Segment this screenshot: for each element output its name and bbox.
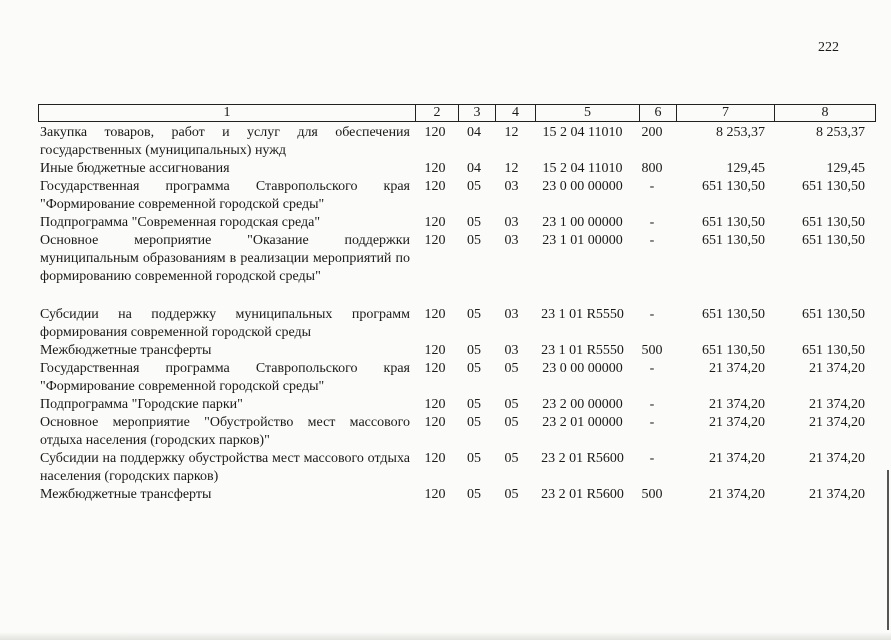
row-name: Иные бюджетные ассигнования — [40, 161, 230, 176]
column-header-8: 8 — [775, 105, 876, 122]
cell-col-2: 120 — [424, 397, 446, 412]
cell-col-8: 651 130,50 — [802, 307, 865, 322]
cell-col-4: 03 — [504, 179, 519, 194]
table-row — [38, 178, 867, 214]
cell-col-8: 21 374,20 — [809, 415, 865, 430]
cell-col-5: 23 1 01 R5550 — [541, 307, 624, 322]
cell-col-8: 8 253,37 — [816, 125, 865, 140]
table-row — [38, 160, 867, 178]
cell-col-7: 21 374,20 — [709, 451, 765, 466]
cell-col-5: 15 2 04 11010 — [542, 125, 623, 140]
cell-col-2: 120 — [424, 233, 446, 248]
cell-col-7: 651 130,50 — [702, 343, 765, 358]
cell-col-5: 23 0 00 00000 — [542, 179, 623, 194]
row-name: Межбюджетные трансферты — [40, 343, 212, 358]
cell-col-7: 21 374,20 — [709, 397, 765, 412]
cell-col-5: 23 1 01 R5550 — [541, 343, 624, 358]
row-name: Межбюджетные трансферты — [40, 487, 212, 502]
column-header-7: 7 — [677, 105, 775, 122]
cell-col-3: 05 — [467, 415, 481, 430]
cell-col-8: 651 130,50 — [802, 215, 865, 230]
cell-col-5: 23 1 01 00000 — [542, 233, 623, 248]
row-name: Основное мероприятие "Оказание поддержки муниципальным образованиям в реализации мероприятий по формированию современной городской среды" — [40, 233, 410, 284]
cell-col-5: 23 2 01 00000 — [542, 415, 623, 430]
table-row — [38, 360, 867, 396]
cell-col-8: 651 130,50 — [802, 179, 865, 194]
cell-col-6: - — [649, 307, 655, 322]
cell-col-6: 800 — [641, 161, 663, 176]
column-header-4: 4 — [496, 105, 536, 122]
cell-col-5: 23 2 01 R5600 — [541, 451, 624, 466]
cell-col-4: 05 — [504, 397, 519, 412]
cell-col-5: 23 1 00 00000 — [542, 215, 623, 230]
cell-col-8: 129,45 — [826, 161, 865, 176]
row-name: Подпрограмма "Городские парки" — [40, 397, 243, 412]
cell-col-4: 12 — [504, 125, 519, 140]
column-header-2: 2 — [416, 105, 459, 122]
cell-col-8: 21 374,20 — [809, 451, 865, 466]
cell-col-3: 04 — [467, 161, 481, 176]
cell-col-5: 15 2 04 11010 — [542, 161, 623, 176]
cell-col-2: 120 — [424, 161, 446, 176]
cell-col-8: 651 130,50 — [802, 233, 865, 248]
cell-col-8: 21 374,20 — [809, 487, 865, 502]
cell-col-2: 120 — [424, 487, 446, 502]
cell-col-3: 05 — [467, 233, 481, 248]
cell-col-2: 120 — [424, 125, 446, 140]
cell-col-3: 05 — [467, 397, 481, 412]
cell-col-6: - — [649, 233, 655, 248]
page-number: 222 — [818, 40, 839, 55]
cell-col-2: 120 — [424, 343, 446, 358]
column-header-6: 6 — [640, 105, 677, 122]
column-header-table — [38, 104, 876, 122]
cell-col-7: 8 253,37 — [716, 125, 765, 140]
row-name: Подпрограмма "Современная городская среда" — [40, 215, 321, 230]
cell-col-7: 651 130,50 — [702, 179, 765, 194]
cell-col-4: 12 — [504, 161, 519, 176]
cell-col-6: - — [649, 215, 655, 230]
cell-col-8: 21 374,20 — [809, 397, 865, 412]
row-name: Закупка товаров, работ и услуг для обеспечения государственных (муниципальных) нужд — [40, 125, 410, 158]
cell-col-6: - — [649, 361, 655, 376]
column-header-5: 5 — [536, 105, 640, 122]
cell-col-4: 05 — [504, 451, 519, 466]
column-header-row — [39, 105, 876, 122]
scan-edge-mark — [887, 470, 889, 630]
cell-col-3: 05 — [467, 451, 481, 466]
column-header-1: 1 — [39, 105, 416, 122]
cell-col-4: 03 — [504, 233, 519, 248]
cell-col-3: 04 — [467, 125, 481, 140]
cell-col-6: - — [649, 179, 655, 194]
table-row — [38, 342, 867, 360]
row-name: Субсидии на поддержку обустройства мест массового отдыха населения (городских парков) — [40, 451, 410, 484]
cell-col-5: 23 2 01 R5600 — [541, 487, 624, 502]
cell-col-3: 05 — [467, 361, 481, 376]
cell-col-7: 21 374,20 — [709, 415, 765, 430]
cell-col-7: 129,45 — [726, 161, 765, 176]
cell-col-3: 05 — [467, 179, 481, 194]
table-row — [38, 232, 867, 306]
budget-table-body — [38, 124, 867, 504]
cell-col-4: 03 — [504, 343, 519, 358]
row-name: Основное мероприятие "Обустройство мест массового отдыха населения (городских парков)" — [40, 415, 410, 448]
cell-col-4: 05 — [504, 415, 519, 430]
cell-col-3: 05 — [467, 307, 481, 322]
cell-col-3: 05 — [467, 215, 481, 230]
cell-col-4: 05 — [504, 361, 519, 376]
cell-col-6: - — [649, 415, 655, 430]
table-row — [38, 124, 867, 160]
cell-col-5: 23 2 00 00000 — [542, 397, 623, 412]
table-row — [38, 396, 867, 414]
cell-col-2: 120 — [424, 179, 446, 194]
table-row — [38, 306, 867, 342]
budget-table — [38, 124, 867, 504]
cell-col-7: 21 374,20 — [709, 487, 765, 502]
cell-col-4: 03 — [504, 215, 519, 230]
cell-col-5: 23 0 00 00000 — [542, 361, 623, 376]
cell-col-6: 200 — [641, 125, 663, 140]
cell-col-6: - — [649, 451, 655, 466]
table-row — [38, 450, 867, 486]
column-header-3: 3 — [459, 105, 496, 122]
cell-col-4: 05 — [504, 487, 519, 502]
table-row — [38, 214, 867, 232]
table-row — [38, 414, 867, 450]
row-name: Государственная программа Ставропольского края "Формирование современной городской среды" — [40, 361, 410, 394]
cell-col-8: 21 374,20 — [809, 361, 865, 376]
cell-col-7: 651 130,50 — [702, 215, 765, 230]
cell-col-3: 05 — [467, 343, 481, 358]
cell-col-6: - — [649, 397, 655, 412]
cell-col-2: 120 — [424, 361, 446, 376]
cell-col-2: 120 — [424, 451, 446, 466]
cell-col-8: 651 130,50 — [802, 343, 865, 358]
cell-col-2: 120 — [424, 415, 446, 430]
scan-bottom-shadow — [0, 632, 891, 640]
cell-col-4: 03 — [504, 307, 519, 322]
cell-col-7: 651 130,50 — [702, 233, 765, 248]
cell-col-7: 21 374,20 — [709, 361, 765, 376]
cell-col-6: 500 — [641, 487, 663, 502]
cell-col-6: 500 — [641, 343, 663, 358]
cell-col-3: 05 — [467, 487, 481, 502]
row-name: Государственная программа Ставропольского края "Формирование современной городской среды" — [40, 179, 410, 212]
cell-col-7: 651 130,50 — [702, 307, 765, 322]
cell-col-2: 120 — [424, 307, 446, 322]
row-name: Субсидии на поддержку муниципальных программ формирования современной городской среды — [40, 307, 410, 340]
cell-col-2: 120 — [424, 215, 446, 230]
table-row — [38, 486, 867, 504]
